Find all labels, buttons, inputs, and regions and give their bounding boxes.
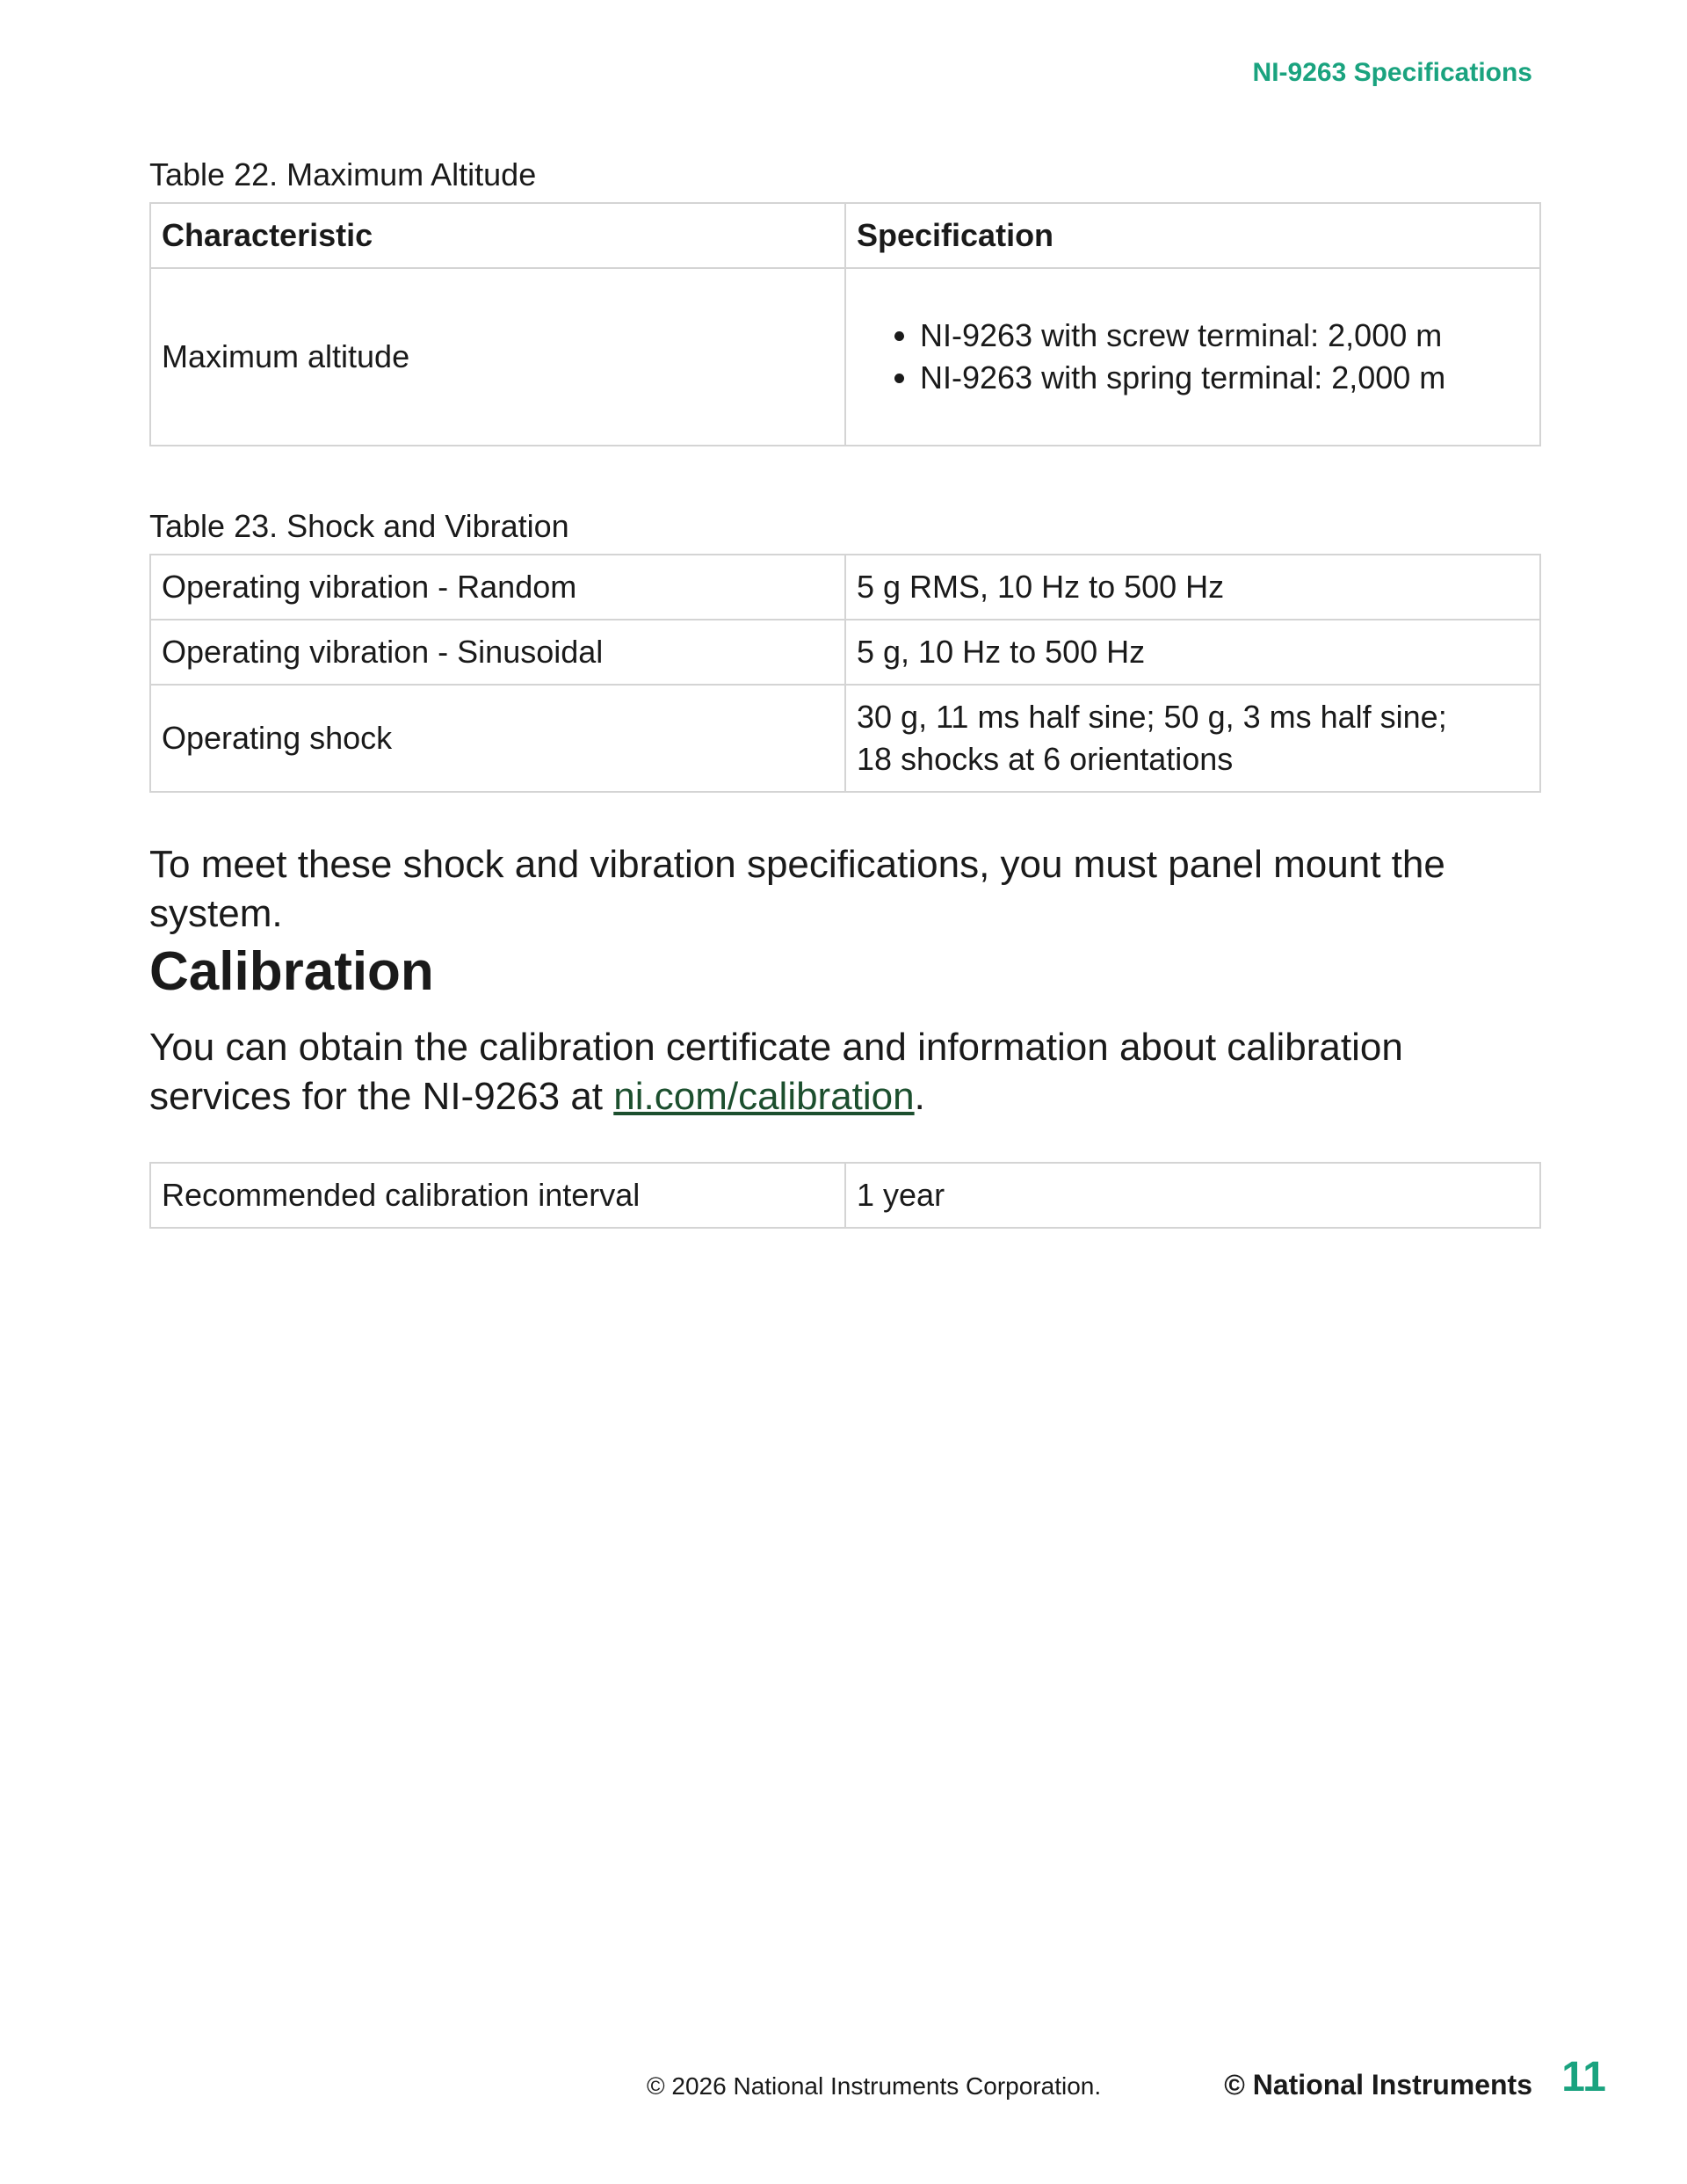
cell-label: Operating shock (150, 685, 845, 792)
list-item: • NI-9263 with spring terminal: 2,000 m (920, 357, 1529, 399)
running-header: NI-9263 Specifications (1252, 58, 1532, 87)
cell-characteristic: Maximum altitude (150, 268, 845, 446)
cell-label: Operating vibration - Random (150, 555, 845, 620)
section-heading-calibration: Calibration (149, 941, 434, 1002)
table-row (150, 685, 1540, 792)
mounting-note: To meet these shock and vibration specifications, you must panel mount the system. (149, 843, 1445, 935)
table-row (150, 268, 1540, 446)
cell-label: Recommended calibration interval (150, 1163, 845, 1228)
calibration-text: You can obtain the calibration certificate and information about calibration services for the NI-9263 at (149, 1026, 1403, 1118)
cell-value: 1 year (845, 1163, 1540, 1228)
cell-value: 5 g, 10 Hz to 500 Hz (845, 620, 1540, 685)
header-cell-specification: Specification (845, 203, 1540, 268)
list-item: • NI-9263 with screw terminal: 2,000 m (920, 315, 1529, 357)
table-22-caption: Table 22. Maximum Altitude (149, 156, 537, 192)
calibration-link[interactable]: ni.com/calibration (613, 1075, 915, 1118)
cell-label: Operating vibration - Sinusoidal (150, 620, 845, 685)
table-shock-vibration (149, 554, 1541, 793)
footer-copyright: © 2026 National Instruments Corporation. (647, 2072, 1102, 2100)
calibration-paragraph (149, 1023, 1546, 1121)
footer-brand: © National Instruments (1224, 2069, 1532, 2101)
cell-value (845, 685, 1540, 792)
table-23-caption: Table 23. Shock and Vibration (149, 508, 569, 544)
table-row (150, 620, 1540, 685)
calibration-text-end: . (914, 1075, 925, 1118)
table-row (150, 1163, 1540, 1228)
cell-value-line: 18 shocks at 6 orientations (857, 741, 1234, 777)
cell-value-line: 30 g, 11 ms half sine; 50 g, 3 ms half sine; (857, 699, 1447, 735)
table-row (150, 555, 1540, 620)
table-header-row (150, 203, 1540, 268)
page-number: 11 (1561, 2054, 1606, 2101)
table-calibration-interval (149, 1162, 1541, 1229)
table-maximum-altitude (149, 202, 1541, 446)
cell-specification (845, 268, 1540, 446)
cell-value: 5 g RMS, 10 Hz to 500 Hz (845, 555, 1540, 620)
header-cell-characteristic: Characteristic (150, 203, 845, 268)
altitude-list (857, 315, 1529, 399)
